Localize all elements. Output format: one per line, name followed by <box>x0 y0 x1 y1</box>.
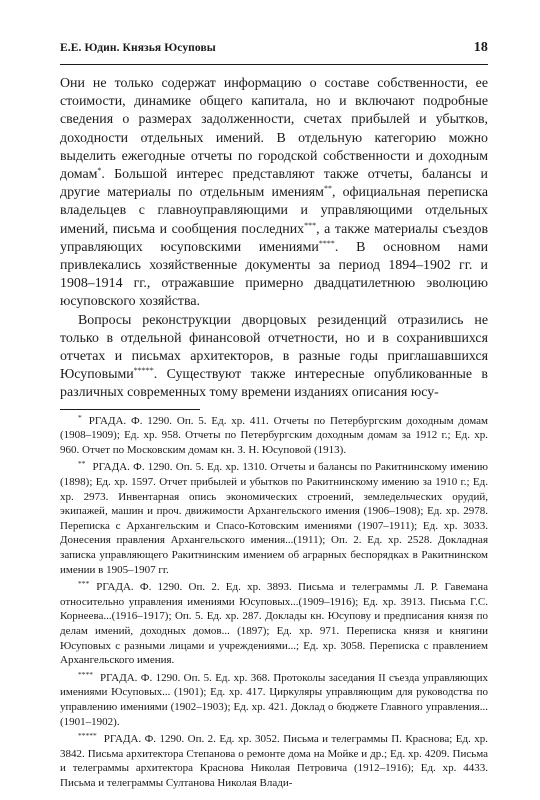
footnote-text: РГАДА. Ф. 1290. Оп. 5. Ед. хр. 368. Протоколы заседания II съезда управляющих имениями Юсуповых... (1901); Ед. хр. 417. Циркуляры управляющим для руководства по управлению имениями (1902–1903); Ед. хр. 421. Доклад о бюджете Главного управления...(1901–1902). <box>60 671 488 728</box>
footnote-ref: ***** <box>133 366 154 376</box>
footnote-marker: *** <box>78 579 90 589</box>
footnote-ref: * <box>97 166 102 176</box>
text-segment: , официальная переписка владельцев с главноуправляющими и управляющими отдельных имений, письма и сообщения последних <box>60 185 489 237</box>
footnote-marker: ***** <box>78 731 97 741</box>
running-title: Е.Е. Юдин. Князья Юсуповы <box>60 42 216 54</box>
page-number: 18 <box>473 40 488 55</box>
main-text <box>60 75 488 403</box>
footnote-1 <box>60 414 488 458</box>
paragraph-2 <box>60 312 488 403</box>
footnote-ref: **** <box>318 238 335 248</box>
running-header <box>60 40 488 60</box>
footnote-text: РГАДА. Ф. 1290. Оп. 5. Ед. хр. 1310. Отчеты и балансы по Ракитнинскому имению (1898); Ед. хр. 1597. Отчет прибылей и убытков по Ракитнинскому имению за 1910 г.; Ед. хр. 2973. Инвентарная опись экономических строений, земледельческих орудий, экипажей, машин и проч. движимости Архангельского имения (1906–1908); Ед. хр. 2978. Переписка с Архангельским и Спасо-Котовским имениями (1907–1911); Ед. хр. 3033. Донесения правления Архангельского имения...(1911); Оп. 2. Ед. хр. 2528. Докладная записка управляющего Ракитнинским имением об аграрных беспорядках в Ракитнинском имении в 1905–1907 гг. <box>60 461 488 576</box>
text-segment: . Существуют также интересные опубликованные в различных современных тому времени изданиях описания юсу- <box>60 367 488 401</box>
footnote-marker: * <box>78 412 82 422</box>
footnote-marker: **** <box>78 669 93 679</box>
footnotes <box>60 414 488 791</box>
footnote-ref: ** <box>323 184 332 194</box>
footnote-2 <box>60 460 488 577</box>
footnote-4 <box>60 671 488 729</box>
header-rule <box>60 64 488 65</box>
paragraph-1 <box>60 75 488 312</box>
footnote-rule <box>60 409 200 410</box>
footnote-5 <box>60 732 488 790</box>
text-segment: , а также материалы съездов управляющих юсуповскими имениями <box>60 221 488 255</box>
footnote-3 <box>60 580 488 668</box>
footnote-text: РГАДА. Ф. 1290. Оп. 2. Ед. хр. 3893. Письма и телеграммы Л. Р. Гавемана относительно управления имениями Юсуповых...(1909–1916); Ед. хр. 3913. Письма Г.С. Корнеева...(1916–1917); Оп. 5. Ед. хр. 287. Доклады кн. Юсупову и предписания князя по делам имений, доходных домов... (1897); Ед. хр. 971. Переписка князя и княгини Юсуповых с разными лицами и учреждениями...; Ед. хр. 3058. Переписка с правлением Архангельского имения. <box>60 581 488 667</box>
book-page <box>60 40 488 794</box>
footnote-ref: *** <box>304 220 317 230</box>
footnote-marker: ** <box>78 459 86 469</box>
text-segment: . В основном нами привлекались хозяйственные документы за период 1894–1902 гг. и 1908–1914 гг., отражавшие примерно двадцатилетнюю эволюцию юсуповского хозяйства. <box>60 239 489 310</box>
text-segment: . Большой интерес представляют также отчеты, балансы и другие материалы по отдельным имениям <box>60 167 488 201</box>
text-segment: Они не только содержат информацию о составе собственности, ее стоимости, динамике общего капитала, но и включают подробные сведения о размерах задолженности, счетах прибылей и убытков, доходности отдельных имений. В отдельную категорию можно выделить ежегодные отчеты по городской собственности и доходным домам <box>60 76 488 183</box>
text-segment: Вопросы реконструкции дворцовых резиденций отразились не только в отдельной финансовой отчетности, но и в сохранившихся отчетах и письмах архитекторов, в разные годы приглашавшихся Юсуповыми <box>60 312 488 383</box>
footnote-text: РГАДА. Ф. 1290. Оп. 2. Ед. хр. 3052. Письма и телеграммы П. Краснова; Ед. хр. 3842. Письма архитектора Степанова о ремонте дома на Мойке и др.; Ед. хр. 4209. Письма и телеграммы архитектора Краснова Николая Петровича (1912–1916); Ед. хр. 4433. Письма и телеграммы Султанова Николая Влади- <box>60 733 488 789</box>
footnote-text: РГАДА. Ф. 1290. Оп. 5. Ед. хр. 411. Отчеты по Петербургским доходным домам (1908–1909); Ед. хр. 958. Отчеты по Петербургским доходным домам за 1912 г.; Ед. хр. 960. Отчет по Московским домам кн. З. Н. Юсуповой (1913). <box>60 414 488 456</box>
